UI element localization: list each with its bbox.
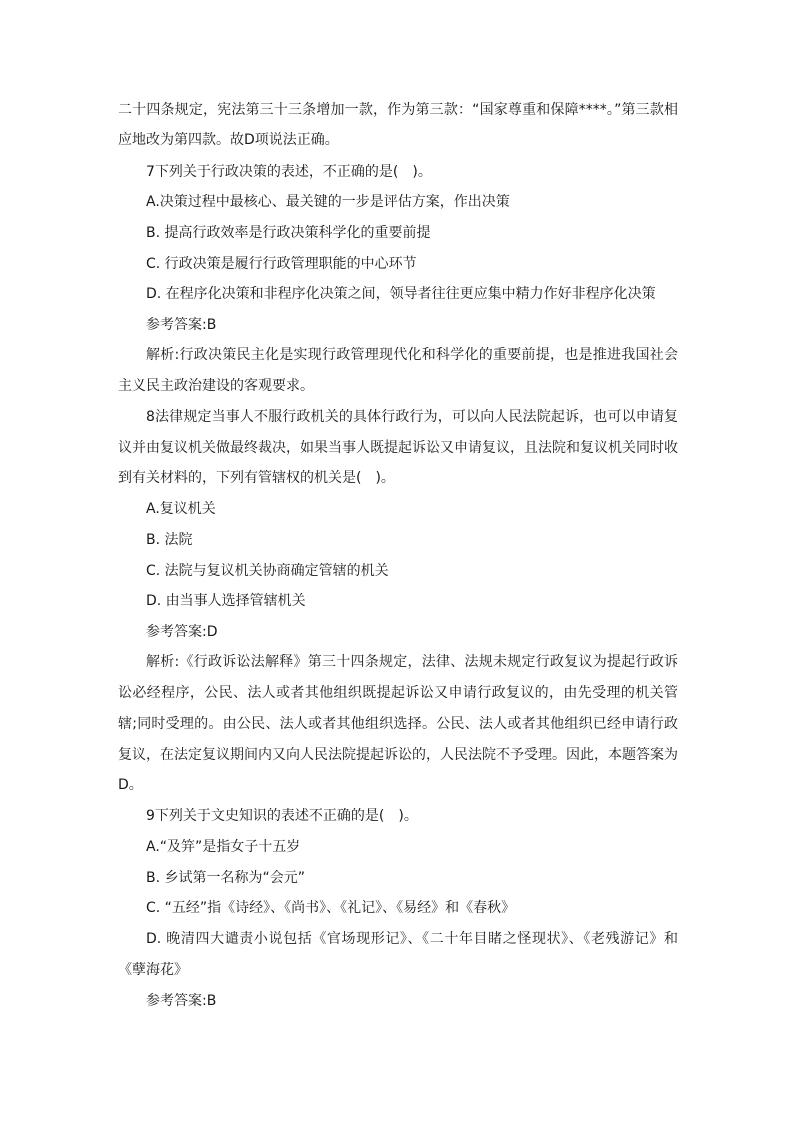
q8-option-a: A.复议机关 [146,501,216,518]
q9-option-d: D. 晚清四大谴责小说包括《官场现形记》、《二十年目睹之怪现状》、《老残游记》和《孽海花》 [118,930,678,978]
question-8: 8法律规定当事人不服行政机关的具体行政行为，可以向人民法院起诉，也可以申请复议并由复议机关做最终裁决，如果当事人既提起诉讼又申请复议，且法院和复议机关同时收到有关材料的，下列有管辖权的机关是( )。 [118,408,678,487]
q7-answer: 参考答案:B [146,316,217,333]
q9-option-b: B. 乡试第一名称为“会元” [146,869,306,886]
q7-explanation: 解析:行政决策民主化是实现行政管理现代化和科学化的重要前提，也是推进我国社会主义民主政治建设的客观要求。 [118,347,678,395]
q8-option-c: C. 法院与复议机关协商确定管辖的机关 [146,562,389,579]
paragraph-continuation: 二十四条规定，宪法第三十三条增加一款，作为第三款：“国家尊重和保障****。”第三款相应地改为第四款。故D项说法正确。 [118,101,678,149]
q9-option-a: A.“及笄”是指女子十五岁 [146,839,301,856]
q8-answer: 参考答案:D [146,624,218,641]
question-7: 7下列关于行政决策的表述，不正确的是( )。 [146,163,432,180]
q8-option-d: D. 由当事人选择管辖机关 [146,593,306,610]
q8-explanation: 解析:《行政诉讼法解释》第三十四条规定，法律、法规未规定行政复议为提起行政诉讼必经程序，公民、法人或者其他组织既提起诉讼又申请行政复议的，由先受理的机关管辖;同时受理的。由公民、法人或者其他组织选择。公民、法人或者其他组织已经申请行政复议，在法定复议期间内又向人民法院提起诉讼的，人民法院不予受理。因此，本题答案为D。 [118,654,678,794]
q7-option-a: A.决策过程中最核心、最关键的一步是评估方案，作出决策 [146,194,510,211]
question-9: 9下列关于文史知识的表述不正确的是( )。 [146,808,418,825]
q8-option-b: B. 法院 [146,532,193,549]
q7-option-d: D. 在程序化决策和非程序化决策之间，领导者往往更应集中精力作好非程序化决策 [146,286,656,303]
q9-answer: 参考答案:B [146,992,217,1009]
q7-option-b: B. 提高行政效率是行政决策科学化的重要前提 [146,224,431,241]
q7-option-c: C. 行政决策是履行行政管理职能的中心环节 [146,255,417,272]
q9-option-c: C. “五经”指《诗经》、《尚书》、《礼记》、《易经》和《春秋》 [146,900,516,917]
document-page [118,100,678,1021]
